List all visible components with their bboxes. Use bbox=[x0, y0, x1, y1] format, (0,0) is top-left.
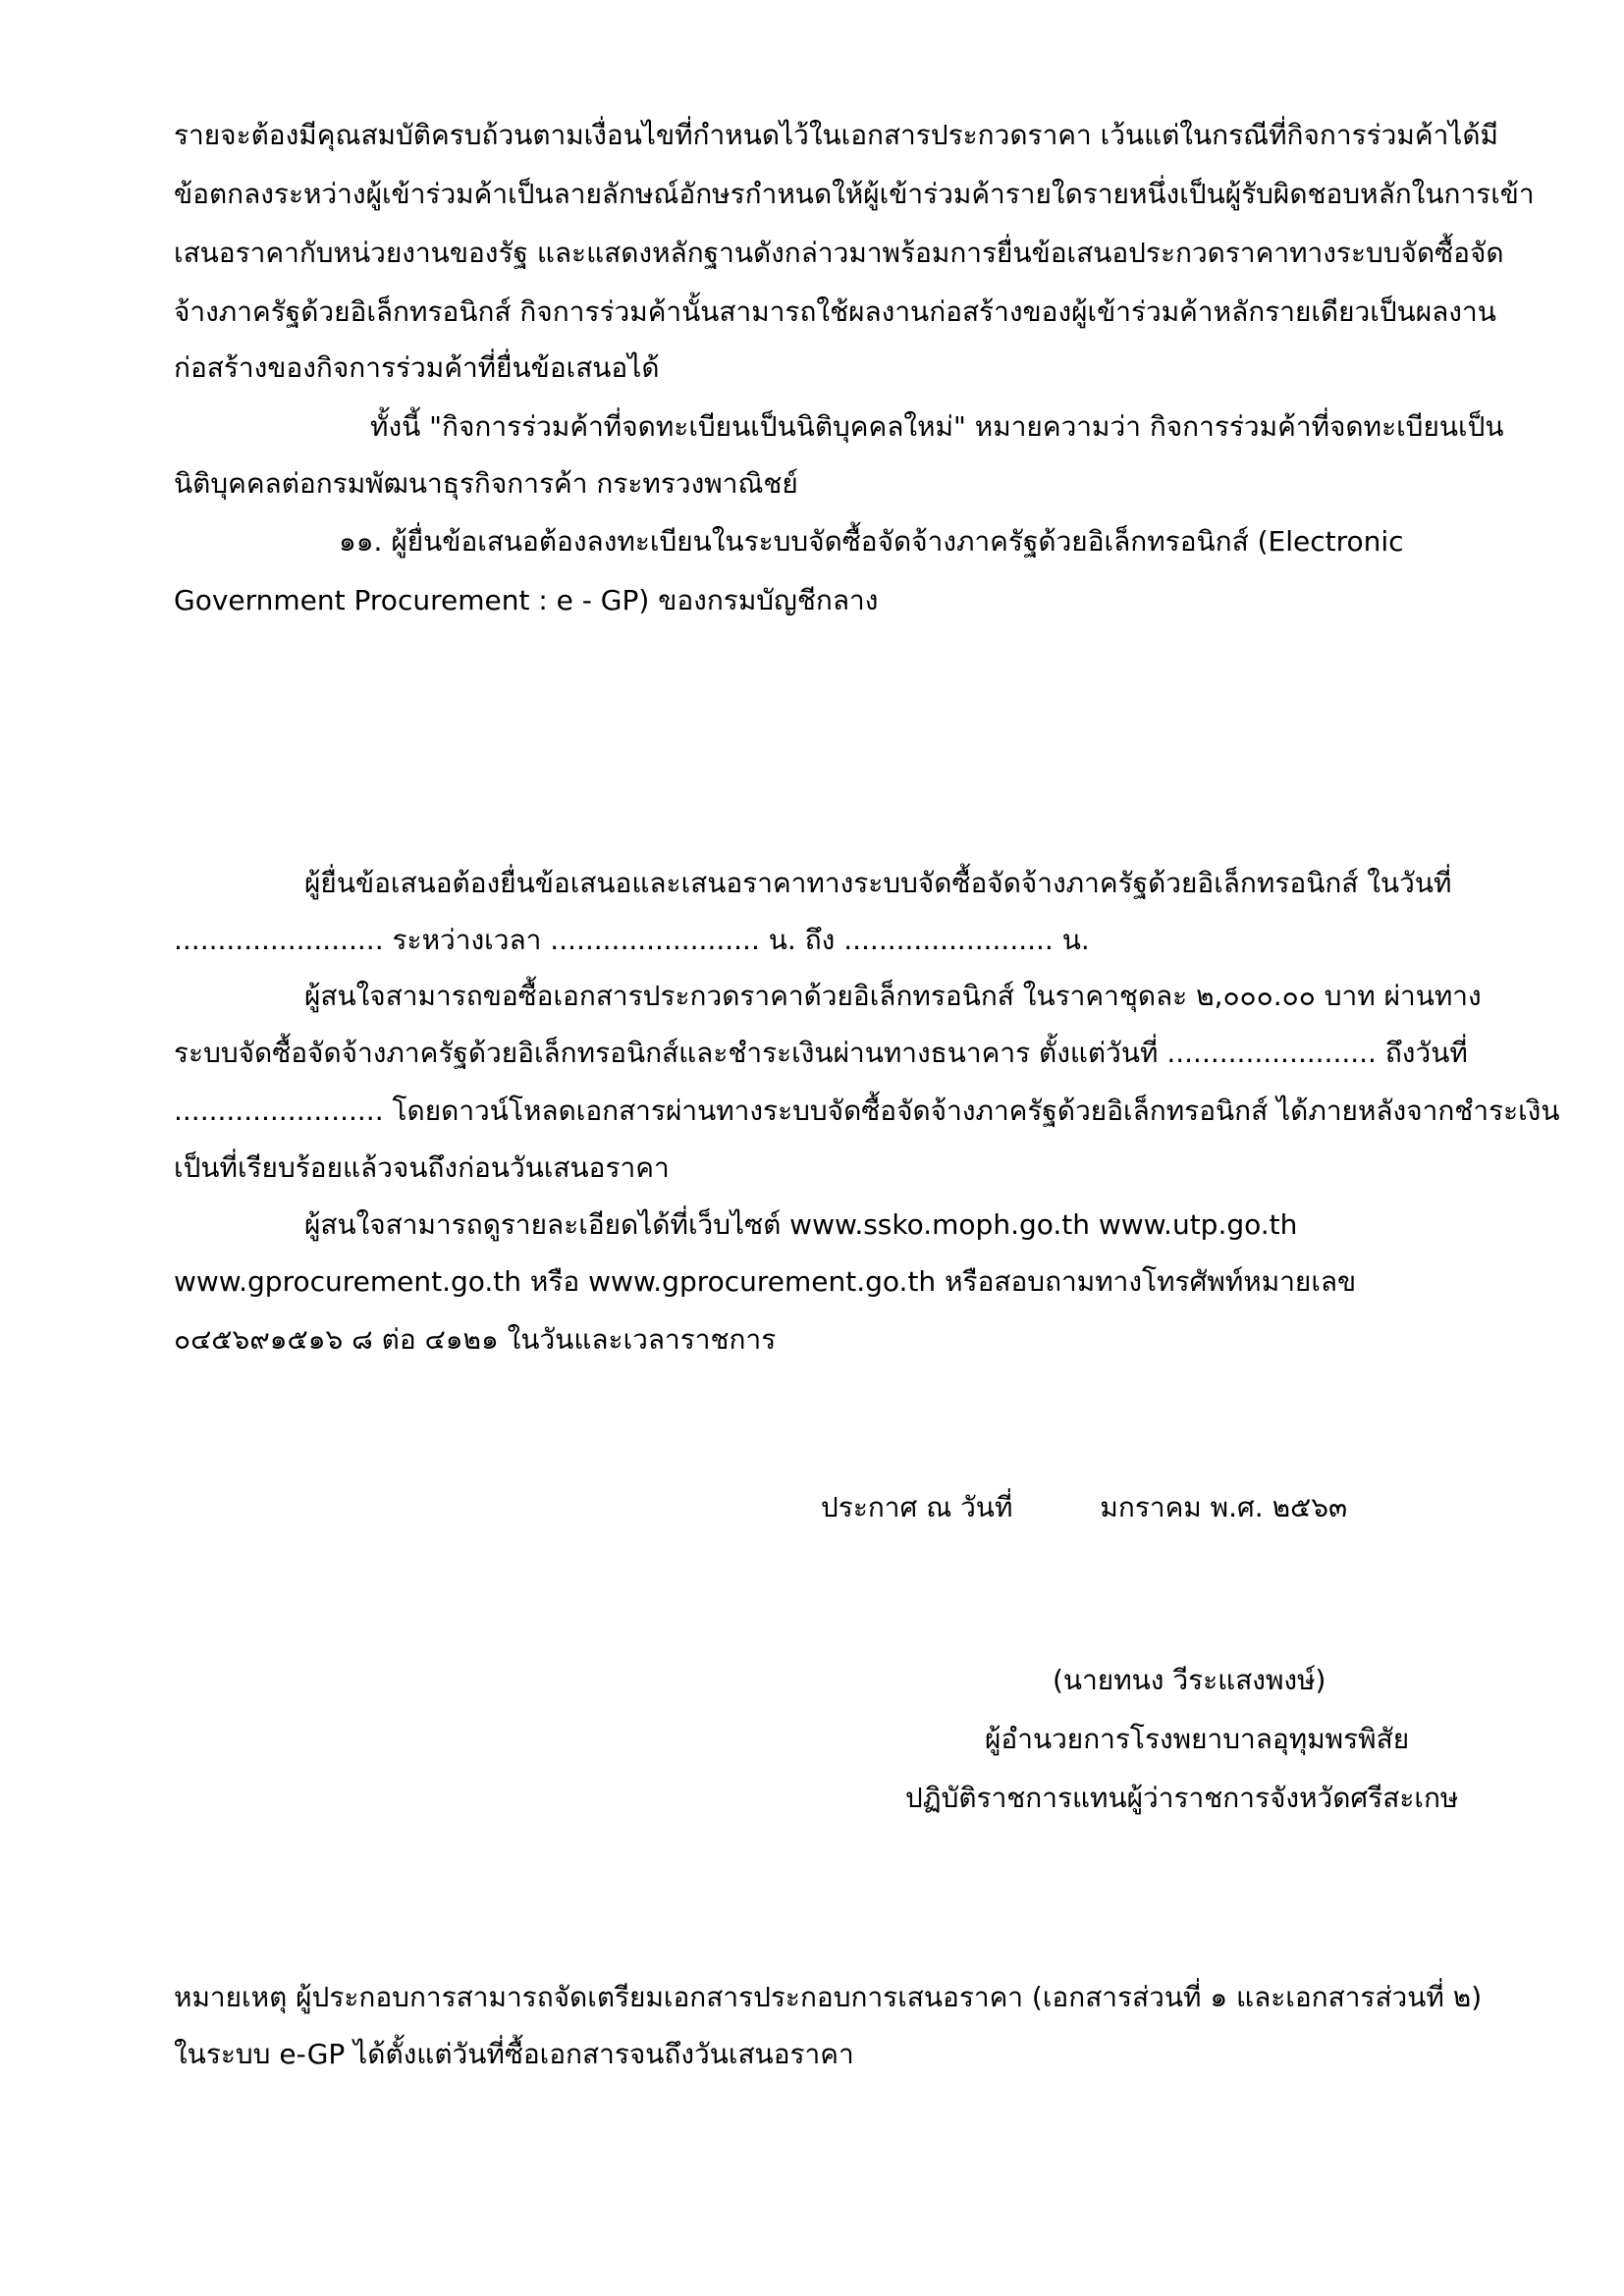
text-line: Government Procurement : e - GP) ของกรมบัญชีกลาง bbox=[174, 584, 879, 616]
text-line: นิติบุคคลต่อกรมพัฒนาธุรกิจการค้า กระทรวงพาณิชย์ bbox=[174, 467, 798, 500]
text-line: ระบบจัดซื้อจัดจ้างภาครัฐด้วยอิเล็กทรอนิกส์และชำระเงินผ่านทางธนาคาร ตั้งแต่วันที่ ........................ ถึงวันที่ bbox=[174, 1037, 1468, 1069]
announcement-date: ประกาศ ณ วันที่ มกราคม พ.ศ. ๒๕๖๓ bbox=[821, 1491, 1348, 1523]
text-line: รายจะต้องมีคุณสมบัติครบถ้วนตามเงื่อนไขที่กำหนดไว้ในเอกสารประกวดราคา เว้นแต่ในกรณีที่กิจการร่วมค้าได้มี bbox=[174, 119, 1499, 151]
text-line: ทั้งนี้ "กิจการร่วมค้าที่จดทะเบียนเป็นนิติบุคคลใหม่" หมายความว่า กิจการร่วมค้าที่จดทะเบียนเป็น bbox=[370, 410, 1504, 443]
text-line: เสนอราคากับหน่วยงานของรัฐ และแสดงหลักฐานดังกล่าวมาพร้อมการยื่นข้อเสนอประกวดราคาทางระบบจัดซื้อจัด bbox=[174, 237, 1504, 269]
text-line: ผู้สนใจสามารถดูรายละเอียดได้ที่เว็บไซต์ www.ssko.moph.go.th www.utp.go.th bbox=[304, 1208, 1298, 1241]
text-line: ๐๔๕๖๙๑๕๑๖ ๘ ต่อ ๔๑๒๑ ในวันและเวลาราชการ bbox=[174, 1323, 777, 1356]
text-line: ........................ ระหว่างเวลา ........................ น. ถึง ........................ น. bbox=[174, 924, 1090, 956]
text-line: ผู้ยื่นข้อเสนอต้องยื่นข้อเสนอและเสนอราคาทางระบบจัดซื้อจัดจ้างภาครัฐด้วยอิเล็กทรอนิกส์ ในวันที่ bbox=[304, 867, 1452, 899]
signer-acting-position: ปฏิบัติราชการแทนผู้ว่าราชการจังหวัดศรีสะเกษ bbox=[905, 1782, 1459, 1814]
signer-title: ผู้อำนวยการโรงพยาบาลอุทุมพรพิสัย bbox=[985, 1723, 1410, 1755]
text-line: www.gprocurement.go.th หรือ www.gprocurement.go.th หรือสอบถามทางโทรศัพท์หมายเลข bbox=[174, 1265, 1357, 1298]
text-line: ๑๑. ผู้ยื่นข้อเสนอต้องลงทะเบียนในระบบจัดซื้อจัดจ้างภาครัฐด้วยอิเล็กทรอนิกส์ (Electronic bbox=[339, 525, 1404, 558]
text-line: ข้อตกลงระหว่างผู้เข้าร่วมค้าเป็นลายลักษณ์อักษรกำหนดให้ผู้เข้าร่วมค้ารายใดรายหนึ่งเป็นผู้รับผิดชอบหลักในการเข้า bbox=[174, 178, 1535, 210]
text-line: ผู้สนใจสามารถขอซื้อเอกสารประกวดราคาด้วยอิเล็กทรอนิกส์ ในราคาชุดละ ๒,๐๐๐.๐๐ บาท ผ่านทาง bbox=[304, 980, 1482, 1012]
text-line: จ้างภาครัฐด้วยอิเล็กทรอนิกส์ กิจการร่วมค้านั้นสามารถใช้ผลงานก่อสร้างของผู้เข้าร่วมค้าหลักรายเดียวเป็นผลงาน bbox=[174, 295, 1496, 328]
text-line: ........................ โดยดาวน์โหลดเอกสารผ่านทางระบบจัดซื้อจัดจ้างภาครัฐด้วยอิเล็กทรอนิกส์ ได้ภายหลังจากชำระเงิน bbox=[174, 1095, 1560, 1127]
signer-name: (นายทนง วีระแสงพงษ์) bbox=[1053, 1664, 1326, 1696]
text-line: ก่อสร้างของกิจการร่วมค้าที่ยื่นข้อเสนอได้ bbox=[174, 351, 660, 384]
text-line: หมายเหตุ ผู้ประกอบการสามารถจัดเตรียมเอกสารประกอบการเสนอราคา (เอกสารส่วนที่ ๑ และเอกสารส่วนที่ ๒) bbox=[174, 1981, 1483, 2013]
text-line: เป็นที่เรียบร้อยแล้วจนถึงก่อนวันเสนอราคา bbox=[174, 1151, 670, 1184]
text-line: ในระบบ e-GP ได้ตั้งแต่วันที่ซื้อเอกสารจนถึงวันเสนอราคา bbox=[174, 2038, 854, 2070]
